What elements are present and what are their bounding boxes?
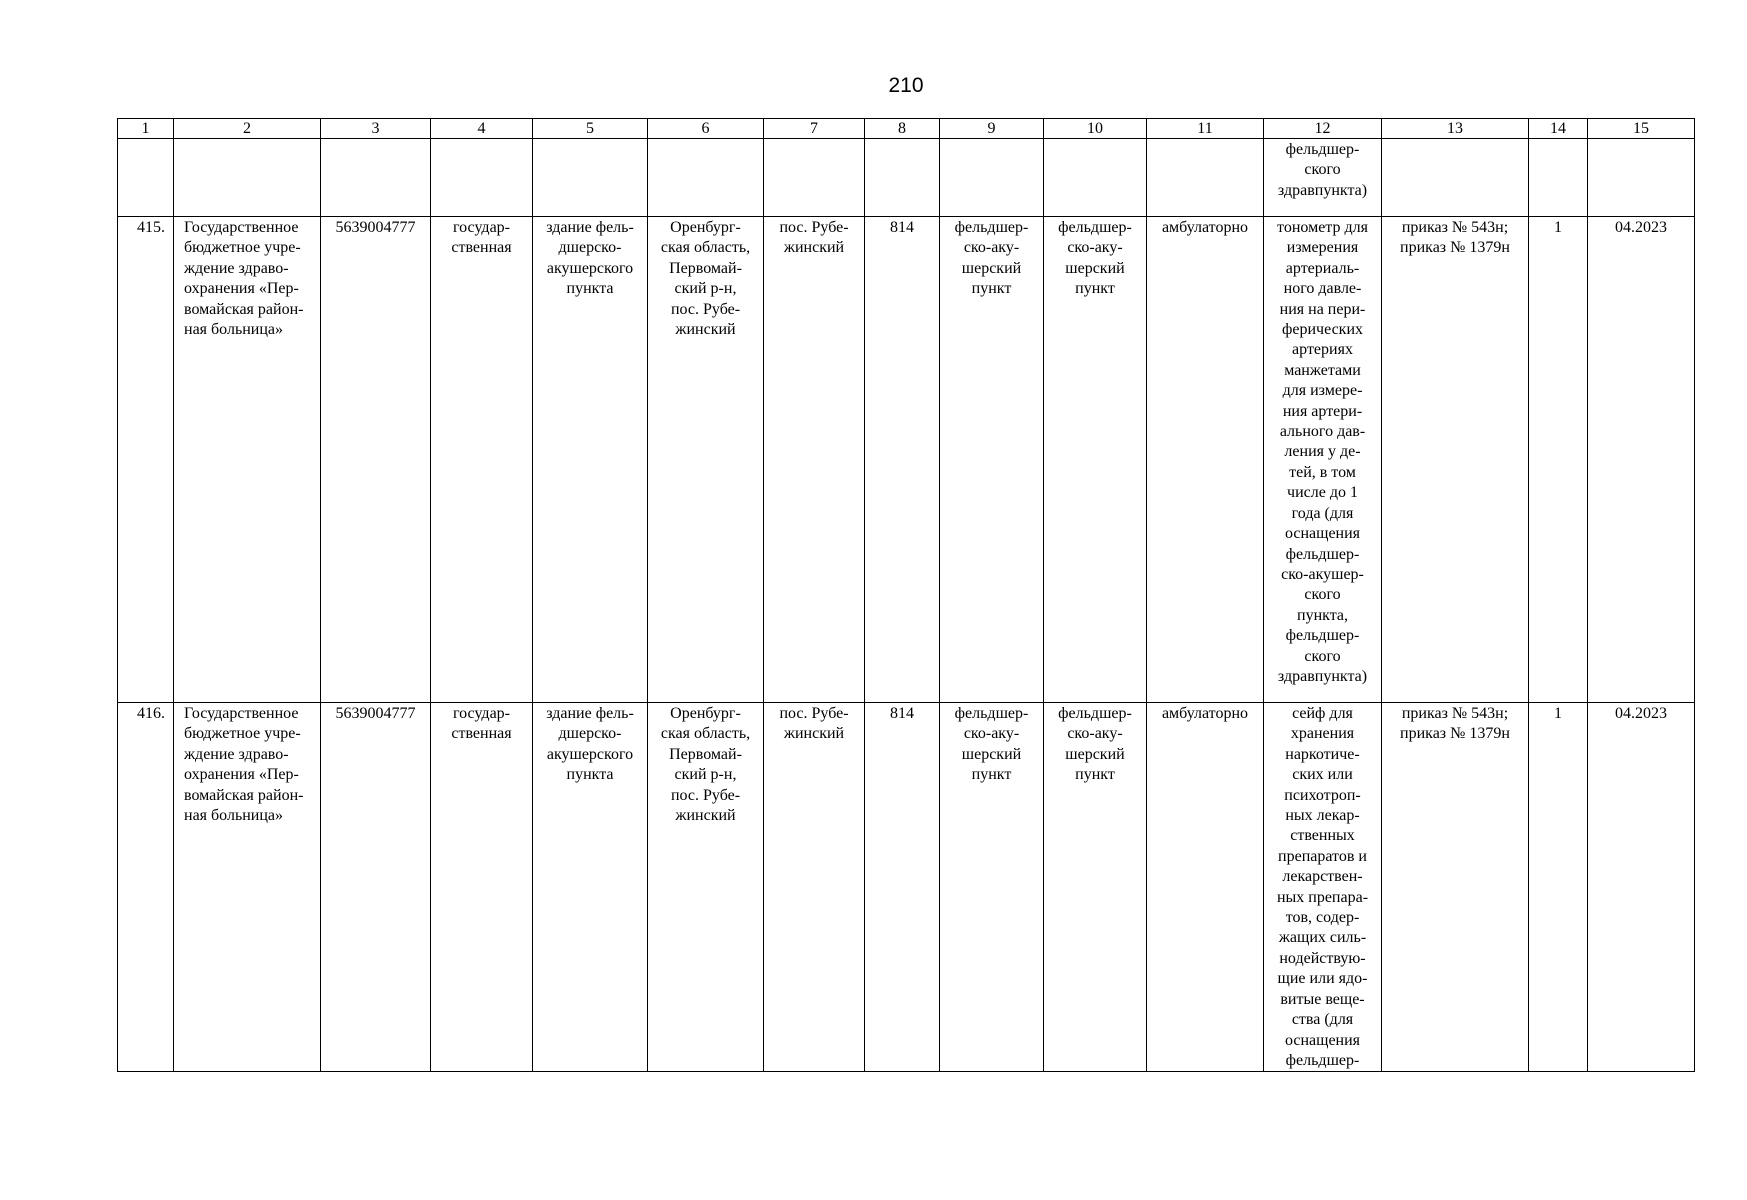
cell-line: здание фель- bbox=[546, 705, 634, 722]
orders-cell bbox=[1382, 703, 1529, 1072]
cell-line: пос. Рубе- bbox=[779, 219, 849, 236]
table-cell bbox=[1529, 139, 1588, 217]
page-number: 210 bbox=[888, 74, 924, 97]
column-header: 6 bbox=[648, 119, 764, 139]
cell-line: ственная bbox=[451, 239, 512, 257]
cell-line: нодействую- bbox=[1279, 949, 1366, 967]
cell-line: витые веще- bbox=[1280, 990, 1365, 1008]
unit-text bbox=[942, 218, 1041, 300]
condition-cell: амбулаторно bbox=[1147, 703, 1264, 1072]
cell-line: дшерско- bbox=[558, 725, 622, 743]
cell-line: шерский bbox=[961, 745, 1022, 763]
cell-line: лекарствен- bbox=[1282, 868, 1363, 886]
cell-line: жащих силь- bbox=[1278, 929, 1367, 947]
cell-line: пос. Рубе- bbox=[670, 300, 741, 318]
cell-line: пункт bbox=[971, 766, 1012, 784]
cell-line: фельдшер- bbox=[1058, 219, 1132, 236]
code-cell: 814 bbox=[865, 217, 940, 703]
cell-line: ственная bbox=[451, 725, 512, 743]
cell-line: шерский bbox=[1065, 259, 1125, 277]
cell-line: пос. Рубе- bbox=[779, 705, 849, 722]
cell-line: здравпункта) bbox=[1277, 667, 1368, 685]
address-text bbox=[650, 218, 761, 340]
column-header: 5 bbox=[533, 119, 648, 139]
cell-line: ния на пери- bbox=[1279, 300, 1366, 318]
cell-line: тей, в том bbox=[1289, 463, 1356, 481]
table-cell bbox=[764, 139, 865, 217]
cell-line: измерения bbox=[1286, 239, 1359, 257]
cell-line: ско-аку- bbox=[1067, 239, 1123, 257]
cell-line: здание фель- bbox=[546, 219, 634, 236]
organization-text bbox=[184, 704, 318, 826]
unit-cell bbox=[1044, 703, 1147, 1072]
cell-line: Оренбург- bbox=[670, 219, 741, 236]
orders-text bbox=[1384, 218, 1526, 259]
ownership-text bbox=[433, 218, 530, 259]
cell-line: фельдшер- bbox=[954, 219, 1029, 236]
ownership-text bbox=[433, 704, 530, 745]
cell-line: пункта bbox=[566, 280, 614, 298]
cell-line: хранения bbox=[1290, 725, 1355, 743]
cell-line: наркотиче- bbox=[1285, 745, 1360, 763]
building-text bbox=[535, 218, 645, 300]
cell-line: ства (для bbox=[1291, 1011, 1354, 1029]
cell-line: ждение здраво- bbox=[184, 259, 289, 277]
cell-line: пункт bbox=[1075, 280, 1115, 298]
column-header: 13 bbox=[1382, 119, 1529, 139]
cell-line: числе до 1 bbox=[1287, 484, 1358, 502]
cell-line: препаратов и bbox=[1278, 847, 1367, 865]
cell-line: ственных bbox=[1290, 827, 1355, 845]
table-cell bbox=[174, 139, 321, 217]
cell-line: Оренбург- bbox=[670, 705, 741, 722]
cell-line: Первомай- bbox=[669, 745, 742, 763]
equipment-text bbox=[1266, 218, 1379, 687]
column-header: 12 bbox=[1264, 119, 1382, 139]
cell-line: приказ № 543н; bbox=[1401, 705, 1509, 722]
table-cell bbox=[940, 139, 1044, 217]
cell-line: ский р-н, bbox=[674, 280, 737, 298]
cell-line: шерский bbox=[961, 259, 1022, 277]
cell-line: фельдшер- bbox=[954, 705, 1029, 722]
unit-cell bbox=[940, 703, 1044, 1072]
organization-cell bbox=[174, 217, 321, 703]
equipment-cell bbox=[1264, 139, 1382, 217]
cell-line: ского bbox=[1304, 586, 1341, 604]
table-cell bbox=[321, 139, 431, 217]
orders-text bbox=[1384, 704, 1526, 745]
cell-line: для измере- bbox=[1282, 382, 1363, 400]
cell-line: пункт bbox=[1075, 766, 1115, 784]
cell-line: артериаль- bbox=[1285, 259, 1360, 277]
cell-line: пос. Рубе- bbox=[670, 786, 741, 804]
cell-line: Государственное bbox=[184, 219, 299, 236]
unit-cell bbox=[940, 217, 1044, 703]
cell-line: тонометр для bbox=[1277, 219, 1368, 236]
cell-line: охранения «Пер- bbox=[184, 766, 299, 784]
cell-line: ного давле- bbox=[1283, 280, 1362, 298]
row-number: 416. bbox=[118, 703, 174, 1072]
cell-line: ных препара- bbox=[1276, 888, 1369, 906]
table-cell bbox=[1588, 139, 1695, 217]
cell-line: психотроп- bbox=[1284, 786, 1361, 804]
cell-line: фельдшер- bbox=[1285, 1051, 1360, 1069]
cell-line: ско-аку- bbox=[1067, 725, 1123, 743]
building-cell bbox=[533, 703, 648, 1072]
column-header: 7 bbox=[764, 119, 865, 139]
table-cell bbox=[118, 139, 174, 217]
cell-line: манжетами bbox=[1284, 361, 1361, 379]
cell-line: ных лекар- bbox=[1285, 807, 1360, 825]
cell-line: ферических bbox=[1281, 321, 1363, 339]
table-cell bbox=[865, 139, 940, 217]
table-cell bbox=[1044, 139, 1147, 217]
cell-line: вомайская район- bbox=[184, 300, 304, 318]
date-cell: 04.2023 bbox=[1588, 703, 1695, 1072]
cell-line: приказ № 1379н bbox=[1400, 725, 1510, 743]
address-text bbox=[650, 704, 761, 826]
quantity-cell: 1 bbox=[1529, 217, 1588, 703]
column-header: 11 bbox=[1147, 119, 1264, 139]
cell-line: охранения «Пер- bbox=[184, 280, 299, 298]
cell-line: ского bbox=[1304, 161, 1341, 179]
unit-cell bbox=[1044, 217, 1147, 703]
cell-line: сейф для bbox=[1292, 705, 1353, 722]
table-row bbox=[118, 703, 1695, 1072]
cell-line: жинский bbox=[675, 807, 736, 825]
cell-line: пункта bbox=[566, 766, 614, 784]
cell-line: ских или bbox=[1292, 766, 1353, 784]
address-cell bbox=[648, 703, 764, 1072]
cell-line: ская область, bbox=[660, 239, 751, 257]
cell-line: акушерского bbox=[546, 745, 634, 763]
quantity-cell: 1 bbox=[1529, 703, 1588, 1072]
cell-line: щие или ядо- bbox=[1277, 970, 1368, 988]
column-header: 15 bbox=[1588, 119, 1695, 139]
cell-line: ского bbox=[1304, 647, 1341, 665]
inn-cell: 5639004777 bbox=[321, 703, 431, 1072]
cell-line: дшерско- bbox=[558, 239, 622, 257]
orders-cell bbox=[1382, 217, 1529, 703]
cell-line: шерский bbox=[1065, 745, 1125, 763]
cell-line: ная больница» bbox=[184, 321, 284, 339]
cell-line: ская область, bbox=[660, 725, 751, 743]
unit-text bbox=[1046, 704, 1144, 786]
building-cell bbox=[533, 217, 648, 703]
cell-line: ния артери- bbox=[1282, 402, 1363, 420]
continuation-row bbox=[118, 139, 1695, 217]
code-cell: 814 bbox=[865, 703, 940, 1072]
locality-text bbox=[766, 704, 862, 745]
inn-cell: 5639004777 bbox=[321, 217, 431, 703]
cell-line: ско-акушер- bbox=[1281, 565, 1364, 583]
date-cell: 04.2023 bbox=[1588, 217, 1695, 703]
organization-cell bbox=[174, 703, 321, 1072]
cell-line: ального дав- bbox=[1279, 423, 1366, 441]
equipment-text bbox=[1266, 140, 1379, 201]
column-header: 8 bbox=[865, 119, 940, 139]
cell-line: приказ № 543н; bbox=[1401, 219, 1509, 236]
cell-line: здравпункта) bbox=[1277, 181, 1368, 199]
cell-line: государ- bbox=[452, 219, 510, 236]
ownership-cell bbox=[431, 217, 533, 703]
ownership-cell bbox=[431, 703, 533, 1072]
cell-line: бюджетное учре- bbox=[184, 725, 301, 743]
organization-text bbox=[184, 218, 318, 340]
cell-line: тов, содер- bbox=[1285, 909, 1360, 927]
cell-line: жинский bbox=[783, 725, 845, 743]
table-row bbox=[118, 217, 1695, 703]
cell-line: ский р-н, bbox=[674, 766, 737, 784]
column-header: 9 bbox=[940, 119, 1044, 139]
locality-text bbox=[766, 218, 862, 259]
cell-line: пункта, bbox=[1297, 606, 1348, 624]
condition-cell: амбулаторно bbox=[1147, 217, 1264, 703]
cell-line: оснащения bbox=[1284, 1031, 1361, 1049]
locality-cell bbox=[764, 217, 865, 703]
table-cell bbox=[1382, 139, 1529, 217]
cell-line: ско-аку- bbox=[963, 239, 1020, 257]
cell-line: года (для bbox=[1291, 504, 1354, 522]
address-cell bbox=[648, 217, 764, 703]
building-text bbox=[535, 704, 645, 786]
cell-line: государ- bbox=[452, 705, 510, 722]
cell-line: пункт bbox=[971, 280, 1012, 298]
cell-line: бюджетное учре- bbox=[184, 239, 301, 257]
cell-line: ско-аку- bbox=[963, 725, 1020, 743]
table-cell bbox=[648, 139, 764, 217]
cell-line: фельдшер- bbox=[1285, 545, 1360, 563]
column-header: 14 bbox=[1529, 119, 1588, 139]
cell-line: ная больница» bbox=[184, 807, 284, 825]
column-header: 4 bbox=[431, 119, 533, 139]
equipment-cell bbox=[1264, 217, 1382, 703]
cell-line: ждение здраво- bbox=[184, 745, 289, 763]
column-header: 10 bbox=[1044, 119, 1147, 139]
equipment-cell bbox=[1264, 703, 1382, 1072]
cell-line: вомайская район- bbox=[184, 786, 304, 804]
unit-text bbox=[942, 704, 1041, 786]
column-header: 1 bbox=[118, 119, 174, 139]
cell-line: жинский bbox=[783, 239, 845, 257]
column-header: 2 bbox=[174, 119, 321, 139]
cell-line: оснащения bbox=[1284, 525, 1361, 543]
unit-text bbox=[1046, 218, 1144, 300]
locality-cell bbox=[764, 703, 865, 1072]
table-cell bbox=[533, 139, 648, 217]
equipment-text bbox=[1266, 704, 1379, 1071]
cell-line: фельдшер- bbox=[1285, 141, 1360, 158]
cell-line: ления у де- bbox=[1284, 443, 1361, 461]
column-number-header-row bbox=[118, 119, 1695, 139]
cell-line: Государственное bbox=[184, 705, 299, 722]
cell-line: Первомай- bbox=[669, 259, 742, 277]
cell-line: приказ № 1379н bbox=[1400, 239, 1510, 257]
cell-line: артериях bbox=[1292, 341, 1353, 359]
table-cell bbox=[431, 139, 533, 217]
cell-line: фельдшер- bbox=[1285, 627, 1360, 645]
table-cell bbox=[1147, 139, 1264, 217]
cell-line: фельдшер- bbox=[1058, 705, 1132, 722]
registry-table bbox=[117, 118, 1695, 1072]
column-header: 3 bbox=[321, 119, 431, 139]
row-number: 415. bbox=[118, 217, 174, 703]
cell-line: жинский bbox=[675, 321, 736, 339]
cell-line: акушерского bbox=[546, 259, 634, 277]
